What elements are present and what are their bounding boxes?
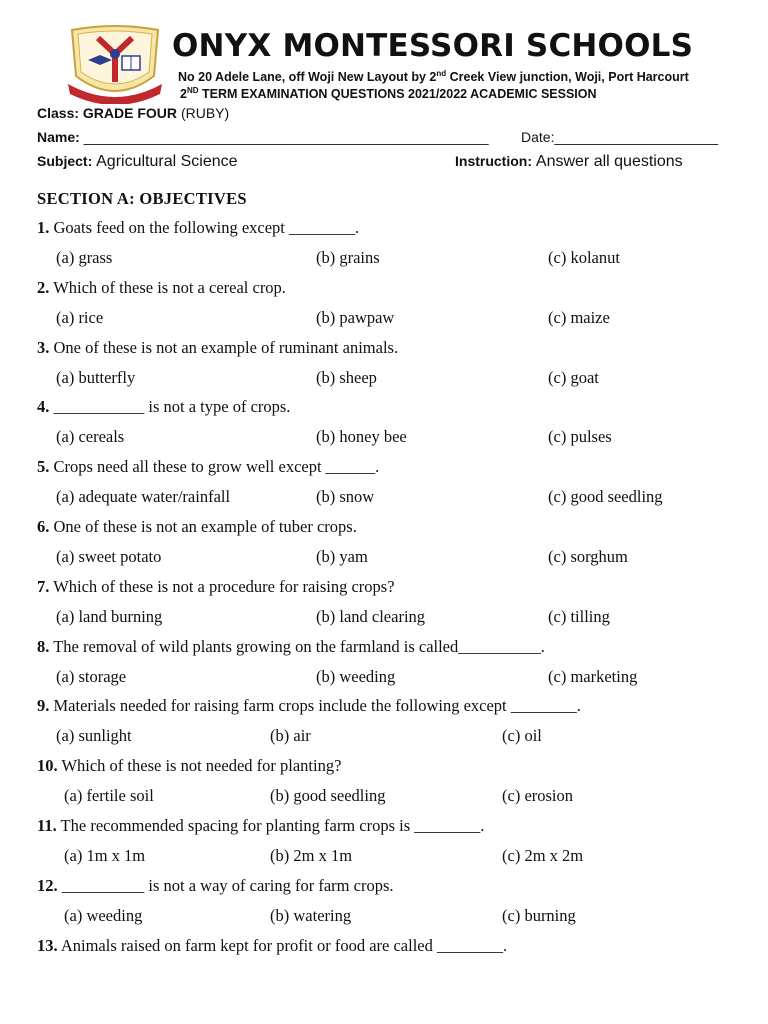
question-4-option-a: (a) cereals [56,427,125,447]
question-5-option-c: (c) good seedling [548,487,663,507]
question-number: 8. [37,636,50,656]
question-number: 6. [37,517,50,536]
question-11-option-c: (c) 2m x 2m [502,846,584,865]
school-address [178,69,689,84]
address-text: No 20 Adele Lane, off Woji New Layout by 2 [178,70,437,84]
question-number: 7. [37,576,50,596]
question-8-option-a: (a) storage [56,666,127,686]
question-number: 13. [37,935,58,955]
question-text: Which of these is not needed for planting? [61,756,342,776]
question-9-option-b: (b) air [270,726,311,746]
question-6-option-b: (b) yam [316,547,368,566]
question-13 [37,936,507,956]
question-4 [37,397,290,417]
question-3 [37,338,398,358]
question-1-option-b: (b) grains [316,248,380,267]
question-1-option-a: (a) grass [56,248,113,267]
question-text: Materials needed for raising farm crops include the following except ________. [53,696,581,716]
question-7-option-a: (a) land burning [56,606,163,626]
question-12-option-a: (a) weeding [64,905,143,925]
question-12 [37,876,394,896]
question-10-option-a: (a) fertile soil [64,786,154,806]
question-7-option-c: (c) tilling [548,606,610,626]
instruction-label: Instruction: [455,153,532,169]
term-superscript: ND [186,86,199,95]
name-label: Name: [37,129,80,145]
address-text-end: Creek View junction, Woji, Port Harcourt [446,70,689,84]
question-11 [37,816,484,836]
question-4-option-b: (b) honey bee [316,427,407,447]
date-field[interactable]: _____________________ [554,129,718,145]
name-field[interactable]: ____________________________________________________ [83,129,489,145]
class-extra: (RUBY) [180,105,230,121]
question-10 [37,756,341,776]
school-name: ONYX MONTESSORI SCHOOLS [172,28,694,64]
question-text: __________ is not a way of caring for farm crops. [61,875,394,895]
section-title: SECTION A: OBJECTIVES [37,189,247,208]
question-8 [37,637,545,657]
exam-title [180,86,597,101]
question-3-option-b: (b) sheep [316,367,377,387]
question-6 [37,517,357,537]
question-9-option-c: (c) oil [502,726,542,746]
question-9-option-a: (a) sunlight [56,726,132,746]
question-1-option-c: (c) kolanut [548,248,620,267]
question-text: Which of these is not a cereal crop. [53,277,286,297]
question-number: 3. [37,337,50,357]
question-number: 12. [37,875,58,895]
question-text: Goats feed on the following except ________. [53,218,360,237]
question-12-option-b: (b) watering [270,905,352,925]
question-8-option-c: (c) marketing [548,666,638,686]
school-crest-icon [64,24,166,104]
question-8-option-b: (b) weeding [316,666,396,686]
question-text: The recommended spacing for planting farm crops is ________. [60,816,485,835]
class-row [37,105,229,121]
question-text: Crops need all these to grow well except ______. [53,457,380,477]
question-12-option-c: (c) burning [502,905,576,925]
question-number: 2. [37,277,50,297]
exam-title-text: TERM EXAMINATION QUESTIONS 2021/2022 ACADEMIC SESSION [198,87,597,101]
class-value: GRADE FOUR [82,105,178,121]
term-number: 2 [180,87,187,101]
question-7 [37,577,395,597]
question-11-option-b: (b) 2m x 1m [270,846,353,865]
question-6-option-a: (a) sweet potato [56,547,162,566]
question-number: 4. [37,397,50,417]
question-6-option-c: (c) sorghum [548,547,628,566]
question-10-option-c: (c) erosion [502,786,574,806]
question-2-option-b: (b) pawpaw [316,307,395,327]
name-row [37,129,737,145]
question-number: 11. [37,816,57,835]
subject-row [37,153,727,171]
instruction-value: Answer all questions [535,153,683,170]
question-2 [37,278,286,298]
question-9 [37,696,581,716]
question-2-option-a: (a) rice [56,307,104,327]
question-5-option-b: (b) snow [316,487,375,507]
question-text: One of these is not an example of tuber crops. [53,517,357,536]
question-5 [37,457,379,477]
question-text: The removal of wild plants growing on the farmland is called__________. [53,636,545,656]
question-text: Animals raised on farm kept for profit or food are called ________. [60,935,508,955]
question-number: 9. [37,696,50,716]
address-superscript: nd [436,69,447,78]
date-label: Date: [521,129,555,145]
question-1 [37,218,359,238]
question-3-option-c: (c) goat [548,367,599,387]
question-text: Which of these is not a procedure for raising crops? [53,576,395,596]
question-7-option-b: (b) land clearing [316,606,426,626]
class-label: Class: [37,105,80,121]
question-3-option-a: (a) butterfly [56,367,136,387]
question-11-option-a: (a) 1m x 1m [64,846,146,865]
question-number: 1. [37,218,50,237]
question-10-option-b: (b) good seedling [270,786,386,806]
question-number: 5. [37,457,50,477]
question-5-option-a: (a) adequate water/rainfall [56,487,231,507]
subject-value: Agricultural Science [96,153,238,170]
question-number: 10. [37,756,58,776]
question-2-option-c: (c) maize [548,307,610,327]
question-text: One of these is not an example of ruminant animals. [53,337,399,357]
question-4-option-c: (c) pulses [548,427,612,447]
subject-label: Subject: [37,153,93,169]
question-text: ___________ is not a type of crops. [53,397,291,417]
